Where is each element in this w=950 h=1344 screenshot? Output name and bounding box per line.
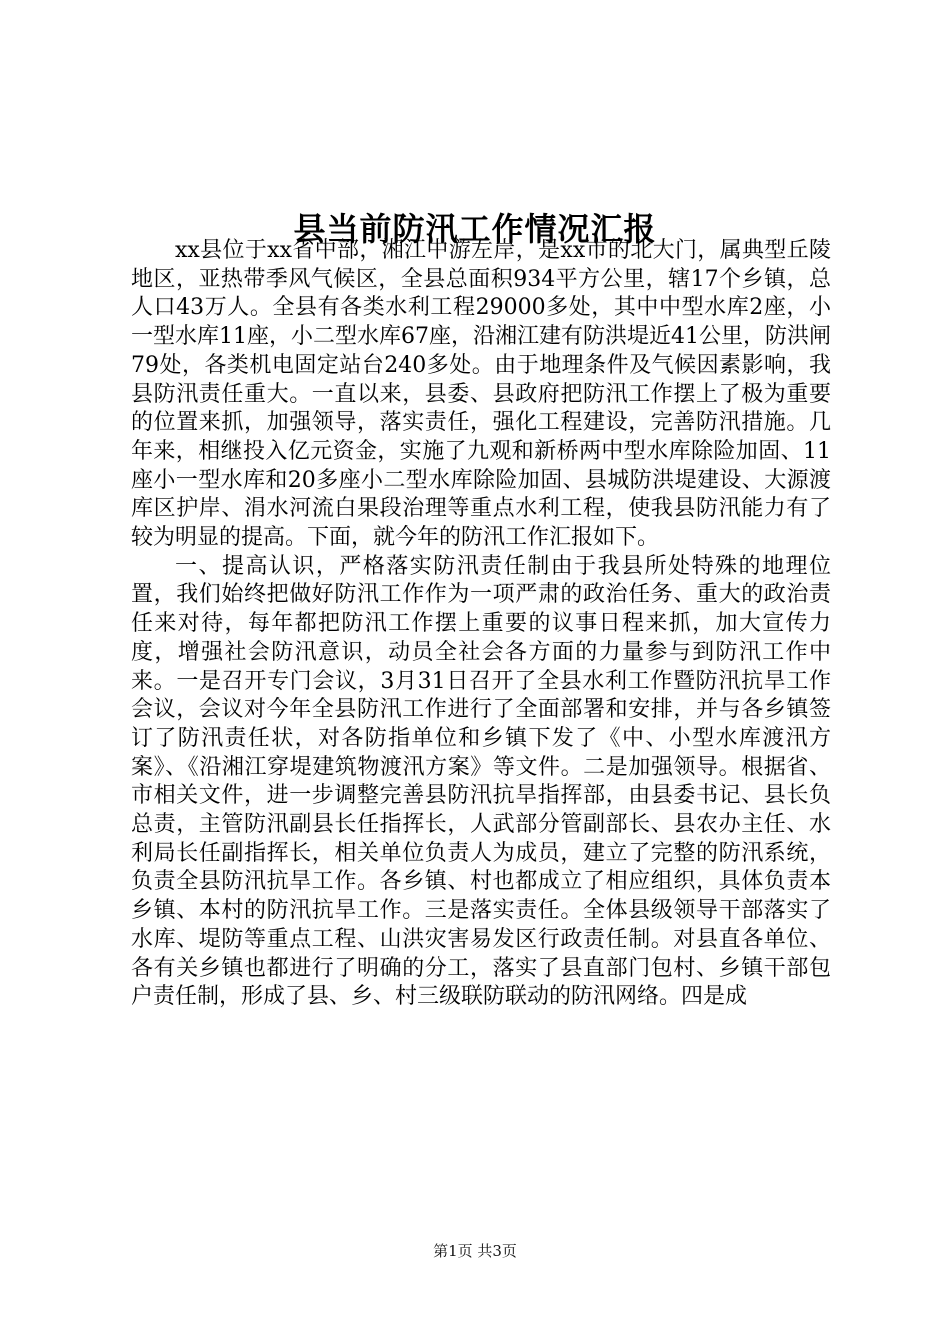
page-footer: 第1页 共3页 — [433, 1242, 517, 1260]
document-title: 县当前防汛工作情况汇报 — [293, 210, 657, 249]
document-body — [131, 237, 831, 1012]
paragraph-intro: xx县位于xx省中部，湘江中游左岸，是xx市的北大门，属典型丘陵地区，亚热带季风气候区，全县总面积934平方公里，辖17个乡镇，总人口43万人。全县有各类水利工程29000多处，其中中型水库2座，小一型水库11座，小二型水库67座，沿湘江建有防洪堤近41公里，防洪闸79处，各类机电固定站台240多处。由于地理条件及气候因素影响，我县防汛责任重大。一直以来，县委、县政府把防汛工作摆上了极为重要的位置来抓，加强领导，落实责任，强化工程建设，完善防汛措施。几年来，相继投入亿元资金，实施了九观和新桥两中型水库除险加固、11座小一型水库和20多座小二型水库除险加固、县城防洪堤建设、大源渡库区护岸、涓水河流白果段治理等重点水利工程，使我县防汛能力有了较为明显的提高。下面，就今年的防汛工作汇报如下。 — [131, 238, 831, 551]
paragraph-section-one: 一、提高认识，严格落实防汛责任制由于我县所处特殊的地理位置，我们始终把做好防汛工作作为一项严肃的政治任务、重大的政治责任来对待，每年都把防汛工作摆上重要的议事日程来抓，加大宣传力度，增强社会防汛意识，动员全社会各方面的力量参与到防汛工作中来。一是召开专门会议，3月31日召开了全县水利工作暨防汛抗旱工作会议，会议对今年全县防汛工作进行了全面部署和安排，并与各乡镇签订了防汛责任状，对各防指单位和乡镇下发了《中、小型水库渡汛方案》、《沿湘江穿堤建筑物渡汛方案》等文件。二是加强领导。根据省、市相关文件，进一步调整完善县防汛抗旱指挥部，由县委书记、县长负总责，主管防汛副县长任指挥长，人武部分管副部长、县农办主任、水利局长任副指挥长，相关单位负责人为成员，建立了完整的防汛系统，负责全县防汛抗旱工作。各乡镇、村也都成立了相应组织，具体负责本乡镇、本村的防汛抗旱工作。三是落实责任。全体县级领导干部落实了水库、堤防等重点工程、山洪灾害易发区行政责任制。对县直各单位、各有关乡镇也都进行了明确的分工，落实了县直部门包村、乡镇干部包户责任制，形成了县、乡、村三级联防联动的防汛网络。四是成 — [131, 553, 831, 1010]
